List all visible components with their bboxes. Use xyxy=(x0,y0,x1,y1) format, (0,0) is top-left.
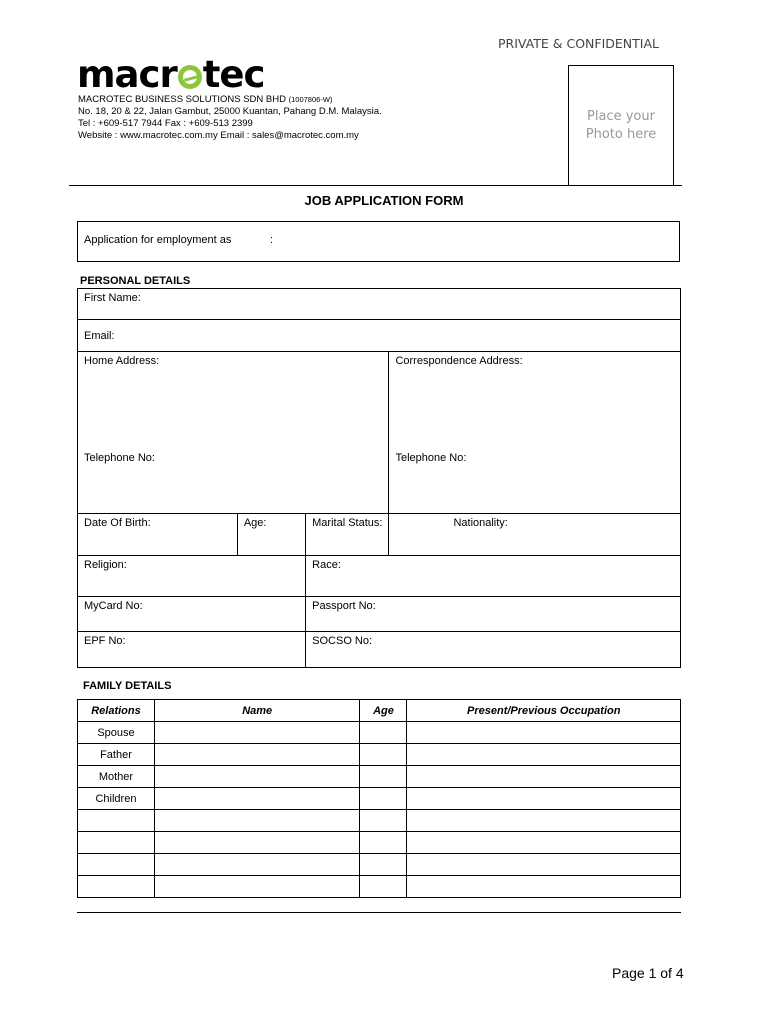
family-details-table xyxy=(77,699,681,898)
application-field[interactable] xyxy=(77,221,680,262)
name-cell[interactable] xyxy=(154,854,360,876)
first-name-label: First Name: xyxy=(84,292,141,304)
email-field[interactable] xyxy=(78,320,681,352)
relation-cell[interactable] xyxy=(78,810,155,832)
page-number: Page 1 of 4 xyxy=(612,965,684,981)
company-address: No. 18, 20 & 22, Jalan Gambut, 25000 Kuantan, Pahang D.M. Malaysia. xyxy=(78,106,382,117)
correspondence-address-field[interactable] xyxy=(389,352,681,514)
dob-field[interactable] xyxy=(78,514,238,556)
age-field[interactable] xyxy=(237,514,305,556)
table-row xyxy=(78,744,681,766)
company-name: MACROTEC BUSINESS SOLUTIONS SDN BHD xyxy=(78,94,286,105)
age-cell[interactable] xyxy=(360,766,407,788)
personal-details-title: PERSONAL DETAILS xyxy=(80,275,191,287)
mycard-field[interactable] xyxy=(78,597,306,632)
form-title: JOB APPLICATION FORM xyxy=(304,193,464,208)
name-cell[interactable] xyxy=(154,722,360,744)
socso-label: SOCSO No: xyxy=(312,635,373,647)
relation-cell: Children xyxy=(78,788,155,810)
occupation-cell[interactable] xyxy=(407,788,681,810)
religion-label: Religion: xyxy=(84,559,127,571)
name-cell[interactable] xyxy=(154,810,360,832)
footer-divider xyxy=(77,912,681,913)
socso-field[interactable] xyxy=(306,632,681,668)
occupation-cell[interactable] xyxy=(407,810,681,832)
occupation-cell[interactable] xyxy=(407,766,681,788)
home-address-label: Home Address: xyxy=(84,355,160,367)
photo-text-line2: Photo here xyxy=(585,126,657,142)
occupation-cell[interactable] xyxy=(407,876,681,898)
photo-text-line1: Place your xyxy=(587,108,655,124)
company-info xyxy=(78,94,382,142)
age-cell[interactable] xyxy=(360,788,407,810)
email-label: Email: xyxy=(84,329,115,342)
personal-details-table xyxy=(77,288,681,668)
header-relations: Relations xyxy=(78,700,155,722)
name-cell[interactable] xyxy=(154,832,360,854)
photo-placeholder[interactable] xyxy=(568,65,674,186)
age-cell[interactable] xyxy=(360,876,407,898)
correspondence-address-label: Correspondence Address: xyxy=(395,355,523,367)
age-label: Age: xyxy=(243,517,267,529)
table-row xyxy=(78,876,681,898)
header-age: Age xyxy=(360,700,407,722)
family-details-title: FAMILY DETAILS xyxy=(83,680,172,692)
relation-cell[interactable] xyxy=(78,832,155,854)
company-logo xyxy=(77,55,264,95)
table-row xyxy=(78,854,681,876)
relation-cell[interactable] xyxy=(78,854,155,876)
religion-field[interactable] xyxy=(78,556,306,597)
relation-cell: Mother xyxy=(78,766,155,788)
age-cell[interactable] xyxy=(360,810,407,832)
occupation-cell[interactable] xyxy=(407,832,681,854)
passport-label: Passport No: xyxy=(312,600,376,612)
occupation-cell[interactable] xyxy=(407,722,681,744)
logo-suffix: tec xyxy=(202,53,265,96)
race-label: Race: xyxy=(312,559,341,571)
relation-cell: Spouse xyxy=(78,722,155,744)
age-cell[interactable] xyxy=(360,854,407,876)
occupation-cell[interactable] xyxy=(407,744,681,766)
name-cell[interactable] xyxy=(154,744,360,766)
table-row xyxy=(78,766,681,788)
dob-label: Date Of Birth: xyxy=(84,517,151,529)
confidential-label: PRIVATE & CONFIDENTIAL xyxy=(498,36,659,51)
relation-cell: Father xyxy=(78,744,155,766)
home-telephone-label: Telephone No: xyxy=(84,452,155,464)
age-cell[interactable] xyxy=(360,832,407,854)
race-field[interactable] xyxy=(306,556,681,597)
marital-status-label: Marital Status: xyxy=(312,517,383,529)
logo-leaf-icon xyxy=(178,65,202,89)
passport-field[interactable] xyxy=(306,597,681,632)
table-row xyxy=(78,722,681,744)
age-cell[interactable] xyxy=(360,744,407,766)
home-address-field[interactable] xyxy=(78,352,389,514)
header-name: Name xyxy=(154,700,360,722)
nationality-label: Nationality: xyxy=(453,517,508,529)
header-occupation: Present/Previous Occupation xyxy=(407,700,681,722)
epf-field[interactable] xyxy=(78,632,306,668)
mycard-label: MyCard No: xyxy=(84,600,143,612)
company-reg: (1007806-W) xyxy=(288,95,333,104)
name-cell[interactable] xyxy=(154,766,360,788)
application-colon: : xyxy=(270,234,274,246)
age-cell[interactable] xyxy=(360,722,407,744)
company-contact: Tel : +609-517 7944 Fax : +609-513 2399 xyxy=(78,118,253,129)
epf-label: EPF No: xyxy=(84,635,126,647)
table-row xyxy=(78,832,681,854)
name-cell[interactable] xyxy=(154,788,360,810)
header-divider xyxy=(69,185,682,186)
name-cell[interactable] xyxy=(154,876,360,898)
company-web-email: Website : www.macrotec.com.my Email : sales@macrotec.com.my xyxy=(78,130,359,141)
nationality-field[interactable] xyxy=(389,514,681,556)
occupation-cell[interactable] xyxy=(407,854,681,876)
correspondence-telephone-label: Telephone No: xyxy=(395,452,467,464)
marital-status-field[interactable] xyxy=(306,514,389,556)
first-name-field[interactable] xyxy=(78,289,681,320)
table-row xyxy=(78,810,681,832)
table-row xyxy=(78,788,681,810)
logo-prefix: macr xyxy=(77,53,177,96)
application-label: Application for employment as xyxy=(84,234,232,246)
relation-cell[interactable] xyxy=(78,876,155,898)
